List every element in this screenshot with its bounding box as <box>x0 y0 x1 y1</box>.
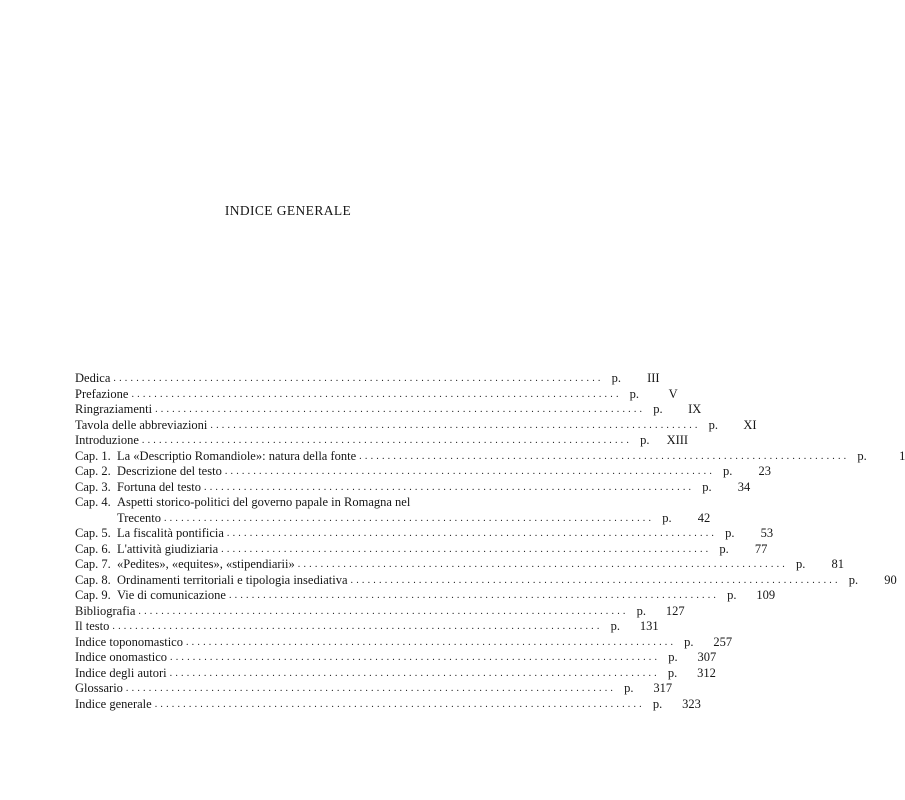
page-prefix: p. <box>610 619 620 633</box>
toc-entry <box>75 464 772 480</box>
dot-leader: ...................................................................................... <box>155 404 646 415</box>
page-number: 34 <box>737 479 751 494</box>
toc-entry <box>75 479 751 496</box>
page-number: 109 <box>756 588 776 602</box>
entry-title: Indice onomastico <box>75 650 167 664</box>
chapter-number: Cap. 5. <box>75 526 111 540</box>
page-prefix: p. <box>667 665 678 680</box>
page-prefix: p. <box>611 371 621 385</box>
page-number: III <box>647 371 660 385</box>
page-prefix: p. <box>652 696 663 711</box>
page-title: INDICE GENERALE <box>224 203 352 218</box>
toc-entry <box>75 402 702 418</box>
page-number: 42 <box>697 510 711 525</box>
page-number: 131 <box>639 619 659 633</box>
page-number: XI <box>743 417 757 432</box>
page-prefix: p. <box>727 588 737 602</box>
toc-entry <box>75 417 757 434</box>
page-prefix: p. <box>653 402 663 416</box>
page-number: 312 <box>697 665 716 680</box>
page-number: 23 <box>758 464 772 478</box>
toc-entry <box>75 526 774 542</box>
entry-title: Ringraziamenti <box>75 402 153 416</box>
chapter-number: Cap. 3. <box>75 479 111 494</box>
toc-entry <box>75 510 711 527</box>
entry-title: Bibliografia <box>75 603 136 618</box>
dot-leader: ...................................................................................... <box>359 450 850 462</box>
page-prefix: p. <box>629 386 640 401</box>
entry-title: Glossario <box>75 681 123 695</box>
page-number: 77 <box>754 541 768 556</box>
entry-title: Indice toponomastico <box>75 634 183 649</box>
page-number: 127 <box>665 603 685 618</box>
page-prefix: p. <box>723 464 733 478</box>
chapter-number: Cap. 1. <box>75 448 111 463</box>
dot-leader: ...................................................................................... <box>141 435 633 446</box>
chapter-number: Cap. 6. <box>75 541 111 556</box>
entry-title: Il testo <box>75 619 110 633</box>
dot-leader: ...................................................................................... <box>228 590 720 601</box>
page-number: 307 <box>697 650 717 664</box>
page-prefix: p. <box>702 479 712 494</box>
dot-leader: ...................................................................................... <box>210 419 701 431</box>
page-number: 53 <box>760 526 774 540</box>
page-number: IX <box>688 402 702 416</box>
toc-entry <box>75 603 685 620</box>
dot-leader: ...................................................................................... <box>185 636 677 648</box>
page-prefix: p. <box>624 681 634 695</box>
dot-leader: ...................................................................................... <box>138 605 629 617</box>
page-number: XIII <box>666 433 689 447</box>
entry-title: Vie di comunicazione <box>117 588 226 602</box>
toc-entry <box>75 681 673 697</box>
entry-title: La «Descriptio Romandiole»: natura della fonte <box>117 448 357 463</box>
page-prefix: p. <box>684 634 694 649</box>
dot-leader: ...................................................................................... <box>112 621 603 632</box>
toc-entry <box>75 386 678 403</box>
page-prefix: p. <box>857 448 867 463</box>
entry-title: Ordinamenti territoriali e tipologia insediativa <box>117 572 348 587</box>
page-number: 81 <box>831 557 844 571</box>
page-number: V <box>668 386 678 401</box>
toc-entry <box>75 572 897 589</box>
page-prefix: p. <box>725 526 735 540</box>
dot-leader: ...................................................................................... <box>224 466 716 477</box>
toc-entry <box>75 557 844 573</box>
page-prefix: p. <box>640 433 650 447</box>
page-number: 317 <box>653 681 673 695</box>
toc-entry <box>75 371 660 387</box>
page-prefix: p. <box>668 650 678 664</box>
page-number: 1 <box>899 448 905 463</box>
page-prefix: p. <box>636 603 646 618</box>
dot-leader: ...................................................................................... <box>350 574 841 586</box>
page-prefix: p. <box>662 510 672 525</box>
dot-leader: ...................................................................................... <box>204 481 695 493</box>
toc-entry <box>75 665 716 682</box>
entry-title: Indice degli autori <box>75 665 167 680</box>
toc-entry <box>75 433 689 449</box>
chapter-number: Cap. 7. <box>75 557 111 571</box>
entry-title: «Pedites», «equites», «stipendiarii» <box>117 557 295 571</box>
entry-title: Prefazione <box>75 386 129 401</box>
toc-entry <box>75 448 905 465</box>
entry-title: L'attività giudiziaria <box>117 541 219 556</box>
entry-title: Dedica <box>75 371 111 385</box>
toc-entry-line <box>75 495 501 511</box>
dot-leader: ...................................................................................... <box>226 528 718 539</box>
toc-entry <box>75 619 659 635</box>
entry-title: La fiscalità pontificia <box>117 526 224 540</box>
entry-title: Descrizione del testo <box>117 464 222 478</box>
entry-title: Aspetti storico-politici del governo papale in Romagna nel <box>117 495 411 509</box>
dot-leader: ...................................................................................... <box>221 543 712 555</box>
table-of-contents <box>75 371 905 712</box>
entry-title: Tavola delle abbreviazioni <box>75 417 208 432</box>
dot-leader: ...................................................................................... <box>169 667 660 679</box>
dot-leader: ...................................................................................... <box>170 652 661 663</box>
entry-title: Indice generale <box>75 696 152 711</box>
page-prefix: p. <box>708 417 718 432</box>
dot-leader: ...................................................................................... <box>131 388 622 400</box>
page-number: 257 <box>713 634 733 649</box>
dot-leader: ...................................................................................... <box>125 683 617 694</box>
chapter-number: Cap. 8. <box>75 572 111 587</box>
toc-entry <box>75 696 701 713</box>
chapter-number: Cap. 4. <box>75 495 111 509</box>
page-prefix: p. <box>848 572 859 587</box>
dot-leader: ...................................................................................... <box>163 512 655 524</box>
toc-entry <box>75 650 717 666</box>
page-prefix: p. <box>719 541 729 556</box>
entry-title: Fortuna del testo <box>117 479 202 494</box>
entry-title: Introduzione <box>75 433 139 447</box>
chapter-number: Cap. 9. <box>75 588 111 602</box>
page-prefix: p. <box>795 557 806 571</box>
entry-title-continued: Trecento <box>117 510 161 525</box>
toc-entry <box>75 588 776 604</box>
chapter-number: Cap. 2. <box>75 464 111 478</box>
toc-entry <box>75 634 733 651</box>
page-number: 90 <box>884 572 897 587</box>
dot-leader: ...................................................................................... <box>113 373 604 384</box>
dot-leader: ...................................................................................... <box>297 559 788 570</box>
page-number: 323 <box>682 696 701 711</box>
toc-entry <box>75 541 768 558</box>
dot-leader: ...................................................................................... <box>154 698 645 710</box>
